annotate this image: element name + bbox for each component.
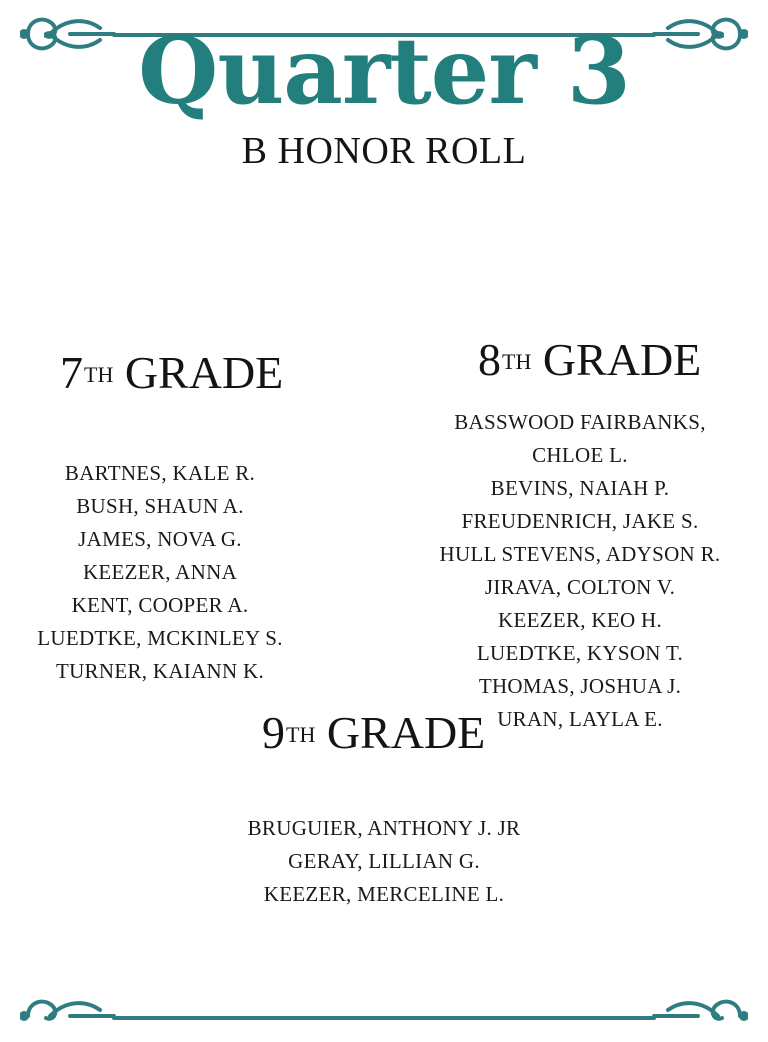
- list-item: HULL STEVENS, ADYSON R.: [439, 542, 721, 566]
- bottom-border-rule: [112, 1016, 656, 1020]
- scroll-ornament-icon: [20, 990, 116, 1042]
- grade-word: GRADE: [124, 347, 284, 398]
- list-item: URAN, LAYLA E.: [497, 707, 663, 731]
- list-item: BARTNES, KALE R.: [64, 461, 256, 485]
- list-item: GERAY, LILLIAN G.: [288, 849, 480, 873]
- list-item: JAMES, NOVA G.: [78, 527, 242, 551]
- grade-heading-seventh: [60, 346, 284, 400]
- list-item: THOMAS, JOSHUA J.: [478, 674, 682, 698]
- scroll-ornament-icon: [652, 990, 748, 1042]
- grade-number: 7: [60, 347, 83, 398]
- list-item: BRUGUIER, ANTHONY J. JR: [247, 816, 521, 840]
- grade-suffix: TH: [84, 362, 114, 387]
- grade-suffix: TH: [286, 722, 316, 747]
- list-item: BUSH, SHAUN A.: [76, 494, 244, 518]
- name-list-eighth: [430, 406, 730, 736]
- list-item: KENT, COOPER A.: [71, 593, 249, 617]
- grade-number: 9: [262, 707, 285, 758]
- name-list-ninth: [224, 812, 544, 911]
- grade-number: 8: [478, 334, 501, 385]
- list-item: KEEZER, ANNA: [82, 560, 238, 584]
- name-list-seventh: [20, 457, 300, 688]
- list-item: JIRAVA, COLTON V.: [484, 575, 676, 599]
- list-item: CHLOE L.: [532, 443, 628, 467]
- grade-word: GRADE: [542, 334, 702, 385]
- page-subtitle: B HONOR ROLL: [241, 130, 527, 172]
- grade-heading-eighth: [478, 333, 702, 387]
- list-item: TURNER, KAIANN K.: [55, 659, 265, 683]
- list-item: BEVINS, NAIAH P.: [490, 476, 670, 500]
- grade-suffix: TH: [502, 349, 532, 374]
- page-title: Quarter 3: [138, 17, 630, 125]
- list-item: LUEDTKE, MCKINLEY S.: [37, 626, 283, 650]
- grade-word: GRADE: [326, 707, 486, 758]
- grade-heading-ninth: [262, 706, 486, 760]
- list-item: FREUDENRICH, JAKE S.: [461, 509, 699, 533]
- list-item: BASSWOOD FAIRBANKS,: [454, 410, 706, 434]
- list-item: KEEZER, KEO H.: [497, 608, 662, 632]
- list-item: LUEDTKE, KYSON T.: [476, 641, 684, 665]
- list-item: KEEZER, MERCELINE L.: [263, 882, 505, 906]
